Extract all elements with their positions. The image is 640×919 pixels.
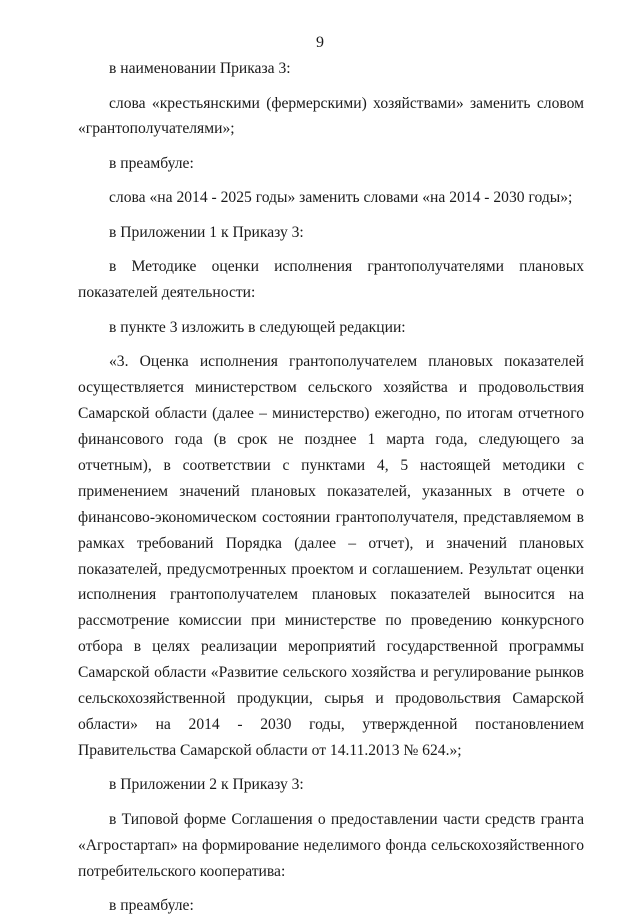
- paragraph-methodology: в Методике оценки исполнения грантополучателями плановых показателей деятельности:: [78, 258, 584, 302]
- paragraph-point-3: в пункте 3 изложить в следующей редакции:: [109, 318, 406, 336]
- paragraph-assessment-text: «3. Оценка исполнения грантополучателем плановых показателей осуществляется министерством сельского хозяйства и продовольствия Самарской области (далее – министерство) ежегодно, по итогам отчетного финансового года (в срок не позднее 1 марта года, следующего за отчетным), в соответствии с пунктами 4, 5 настоящей методики с применением значений плановых показателей, указанных в отчете о финансово-экономическом состоянии грантополучателя, представляемом в рамках требований Порядка (далее – отчет), и значений плановых показателей, предусмотренных проектом и соглашением. Результат оценки исполнения грантополучателем плановых показателей выносится на рассмотрение комиссии при министерстве по проведению конкурсного отбора в целях реализации мероприятий государственной программы Самарской области «Развитие сельского хозяйства и регулирование рынков сельскохозяйственной продукции, сырья и продовольствия Самарской области» на 2014 - 2030 годы, утвержденной постановлением Правительства Самарской области от 14.11.2013 № 624.»;: [78, 353, 584, 759]
- document-body: [78, 56, 584, 919]
- paragraph-replace-words: слова «крестьянскими (фермерскими) хозяйствами» заменить словом «грантополучателями»;: [78, 94, 584, 138]
- paragraph-preamble-2: в преамбуле:: [109, 897, 194, 915]
- paragraph-order-title: в наименовании Приказа 3:: [109, 60, 291, 77]
- paragraph-replace-years: слова «на 2014 - 2025 годы» заменить словами «на 2014 - 2030 годы»;: [109, 189, 573, 207]
- page-number: 9: [316, 34, 324, 51]
- paragraph-agreement-form: в Типовой форме Соглашения о предоставлении части средств гранта «Агростартап» на формирование неделимого фонда сельскохозяйственного потребительского кооператива:: [78, 810, 584, 880]
- paragraph-preamble: в преамбуле:: [109, 154, 194, 172]
- paragraph-appendix-1: в Приложении 1 к Приказу 3:: [109, 223, 304, 241]
- paragraph-appendix-2: в Приложении 2 к Приказу 3:: [109, 776, 304, 794]
